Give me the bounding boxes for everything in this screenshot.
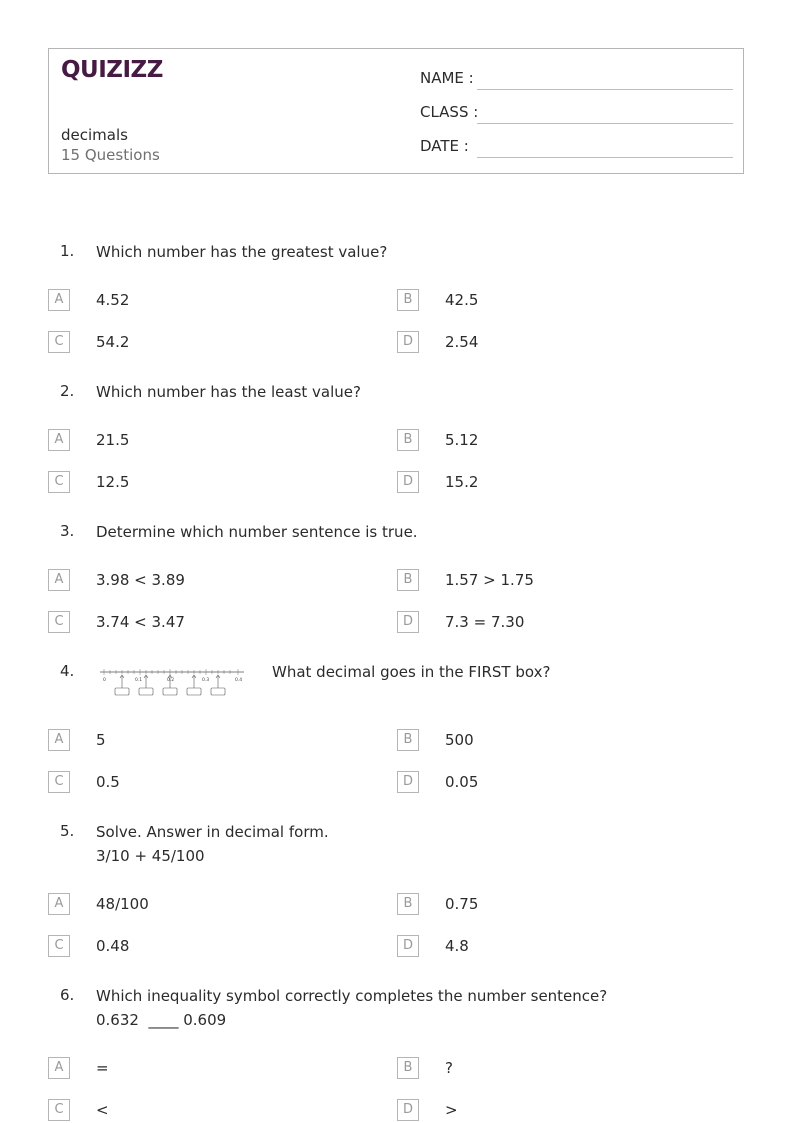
- option-a-box[interactable]: A: [48, 729, 70, 751]
- option-d-box[interactable]: D: [397, 331, 419, 353]
- option-c-value: 12.5: [96, 473, 130, 491]
- option-a-value: 3.98 < 3.89: [96, 571, 185, 589]
- option-b-box[interactable]: B: [397, 729, 419, 751]
- option-c-box[interactable]: C: [48, 771, 70, 793]
- question-number: 6.: [60, 986, 75, 1004]
- option-d-value: 2.54: [445, 333, 479, 351]
- option-d-box[interactable]: D: [397, 611, 419, 633]
- question-expression: 3/10 + 45/100: [96, 847, 205, 865]
- quizizz-logo: QUIZIZZ: [61, 57, 163, 83]
- question-number: 5.: [60, 822, 75, 840]
- question-text: Which number has the greatest value?: [96, 243, 388, 261]
- option-d-value: >: [445, 1101, 458, 1119]
- option-b-value: 5.12: [445, 431, 479, 449]
- option-d-value: 0.05: [445, 773, 479, 791]
- option-a-value: 5: [96, 731, 106, 749]
- option-d-box[interactable]: D: [397, 1099, 419, 1121]
- option-b-box[interactable]: B: [397, 289, 419, 311]
- option-c-box[interactable]: C: [48, 331, 70, 353]
- option-a-value: 48/100: [96, 895, 149, 913]
- question-number: 2.: [60, 382, 75, 400]
- option-d-value: 4.8: [445, 937, 469, 955]
- question-number: 4.: [60, 662, 75, 680]
- option-b-value: ?: [445, 1059, 453, 1077]
- number-line-image: [98, 664, 248, 700]
- option-a-value: 21.5: [96, 431, 130, 449]
- option-b-box[interactable]: B: [397, 569, 419, 591]
- name-line[interactable]: [477, 89, 733, 90]
- number-line-label: 0.1: [135, 678, 143, 683]
- option-c-value: 0.5: [96, 773, 120, 791]
- name-label: NAME :: [420, 69, 474, 87]
- option-d-value: 7.3 = 7.30: [445, 613, 525, 631]
- option-a-box[interactable]: A: [48, 893, 70, 915]
- option-b-box[interactable]: B: [397, 1057, 419, 1079]
- option-b-box[interactable]: B: [397, 429, 419, 451]
- worksheet-header: [48, 48, 744, 174]
- option-c-value: <: [96, 1101, 109, 1119]
- option-a-box[interactable]: A: [48, 1057, 70, 1079]
- number-line-label: 0.2: [167, 678, 175, 683]
- option-c-box[interactable]: C: [48, 935, 70, 957]
- number-line-label: 0.3: [202, 678, 210, 683]
- option-c-value: 0.48: [96, 937, 130, 955]
- option-d-value: 15.2: [445, 473, 479, 491]
- question-text: Determine which number sentence is true.: [96, 523, 418, 541]
- option-c-box[interactable]: C: [48, 611, 70, 633]
- question-number: 1.: [60, 242, 75, 260]
- option-c-value: 54.2: [96, 333, 130, 351]
- date-line[interactable]: [477, 157, 733, 158]
- option-b-value: 42.5: [445, 291, 479, 309]
- question-text: Which number has the least value?: [96, 383, 361, 401]
- option-a-box[interactable]: A: [48, 289, 70, 311]
- question-text: Which inequality symbol correctly completes the number sentence?: [96, 987, 608, 1005]
- class-label: CLASS :: [420, 103, 479, 121]
- option-a-box[interactable]: A: [48, 429, 70, 451]
- option-d-box[interactable]: D: [397, 771, 419, 793]
- option-c-value: 3.74 < 3.47: [96, 613, 185, 631]
- option-a-box[interactable]: A: [48, 569, 70, 591]
- number-line-label: 0: [103, 678, 106, 683]
- question-text: Solve. Answer in decimal form.: [96, 823, 329, 841]
- date-label: DATE :: [420, 137, 469, 155]
- option-d-box[interactable]: D: [397, 935, 419, 957]
- worksheet-title: decimals: [61, 126, 128, 144]
- question-text: What decimal goes in the FIRST box?: [272, 663, 551, 681]
- option-b-value: 500: [445, 731, 474, 749]
- option-b-box[interactable]: B: [397, 893, 419, 915]
- option-a-value: 4.52: [96, 291, 130, 309]
- option-c-box[interactable]: C: [48, 1099, 70, 1121]
- option-d-box[interactable]: D: [397, 471, 419, 493]
- option-b-value: 1.57 > 1.75: [445, 571, 534, 589]
- number-line-label: 0.4: [235, 678, 243, 683]
- class-line[interactable]: [477, 123, 733, 124]
- question-count: 15 Questions: [61, 146, 160, 164]
- question-expression: 0.632 ____ 0.609: [96, 1011, 227, 1029]
- question-number: 3.: [60, 522, 75, 540]
- option-c-box[interactable]: C: [48, 471, 70, 493]
- option-a-value: =: [96, 1059, 109, 1077]
- option-b-value: 0.75: [445, 895, 479, 913]
